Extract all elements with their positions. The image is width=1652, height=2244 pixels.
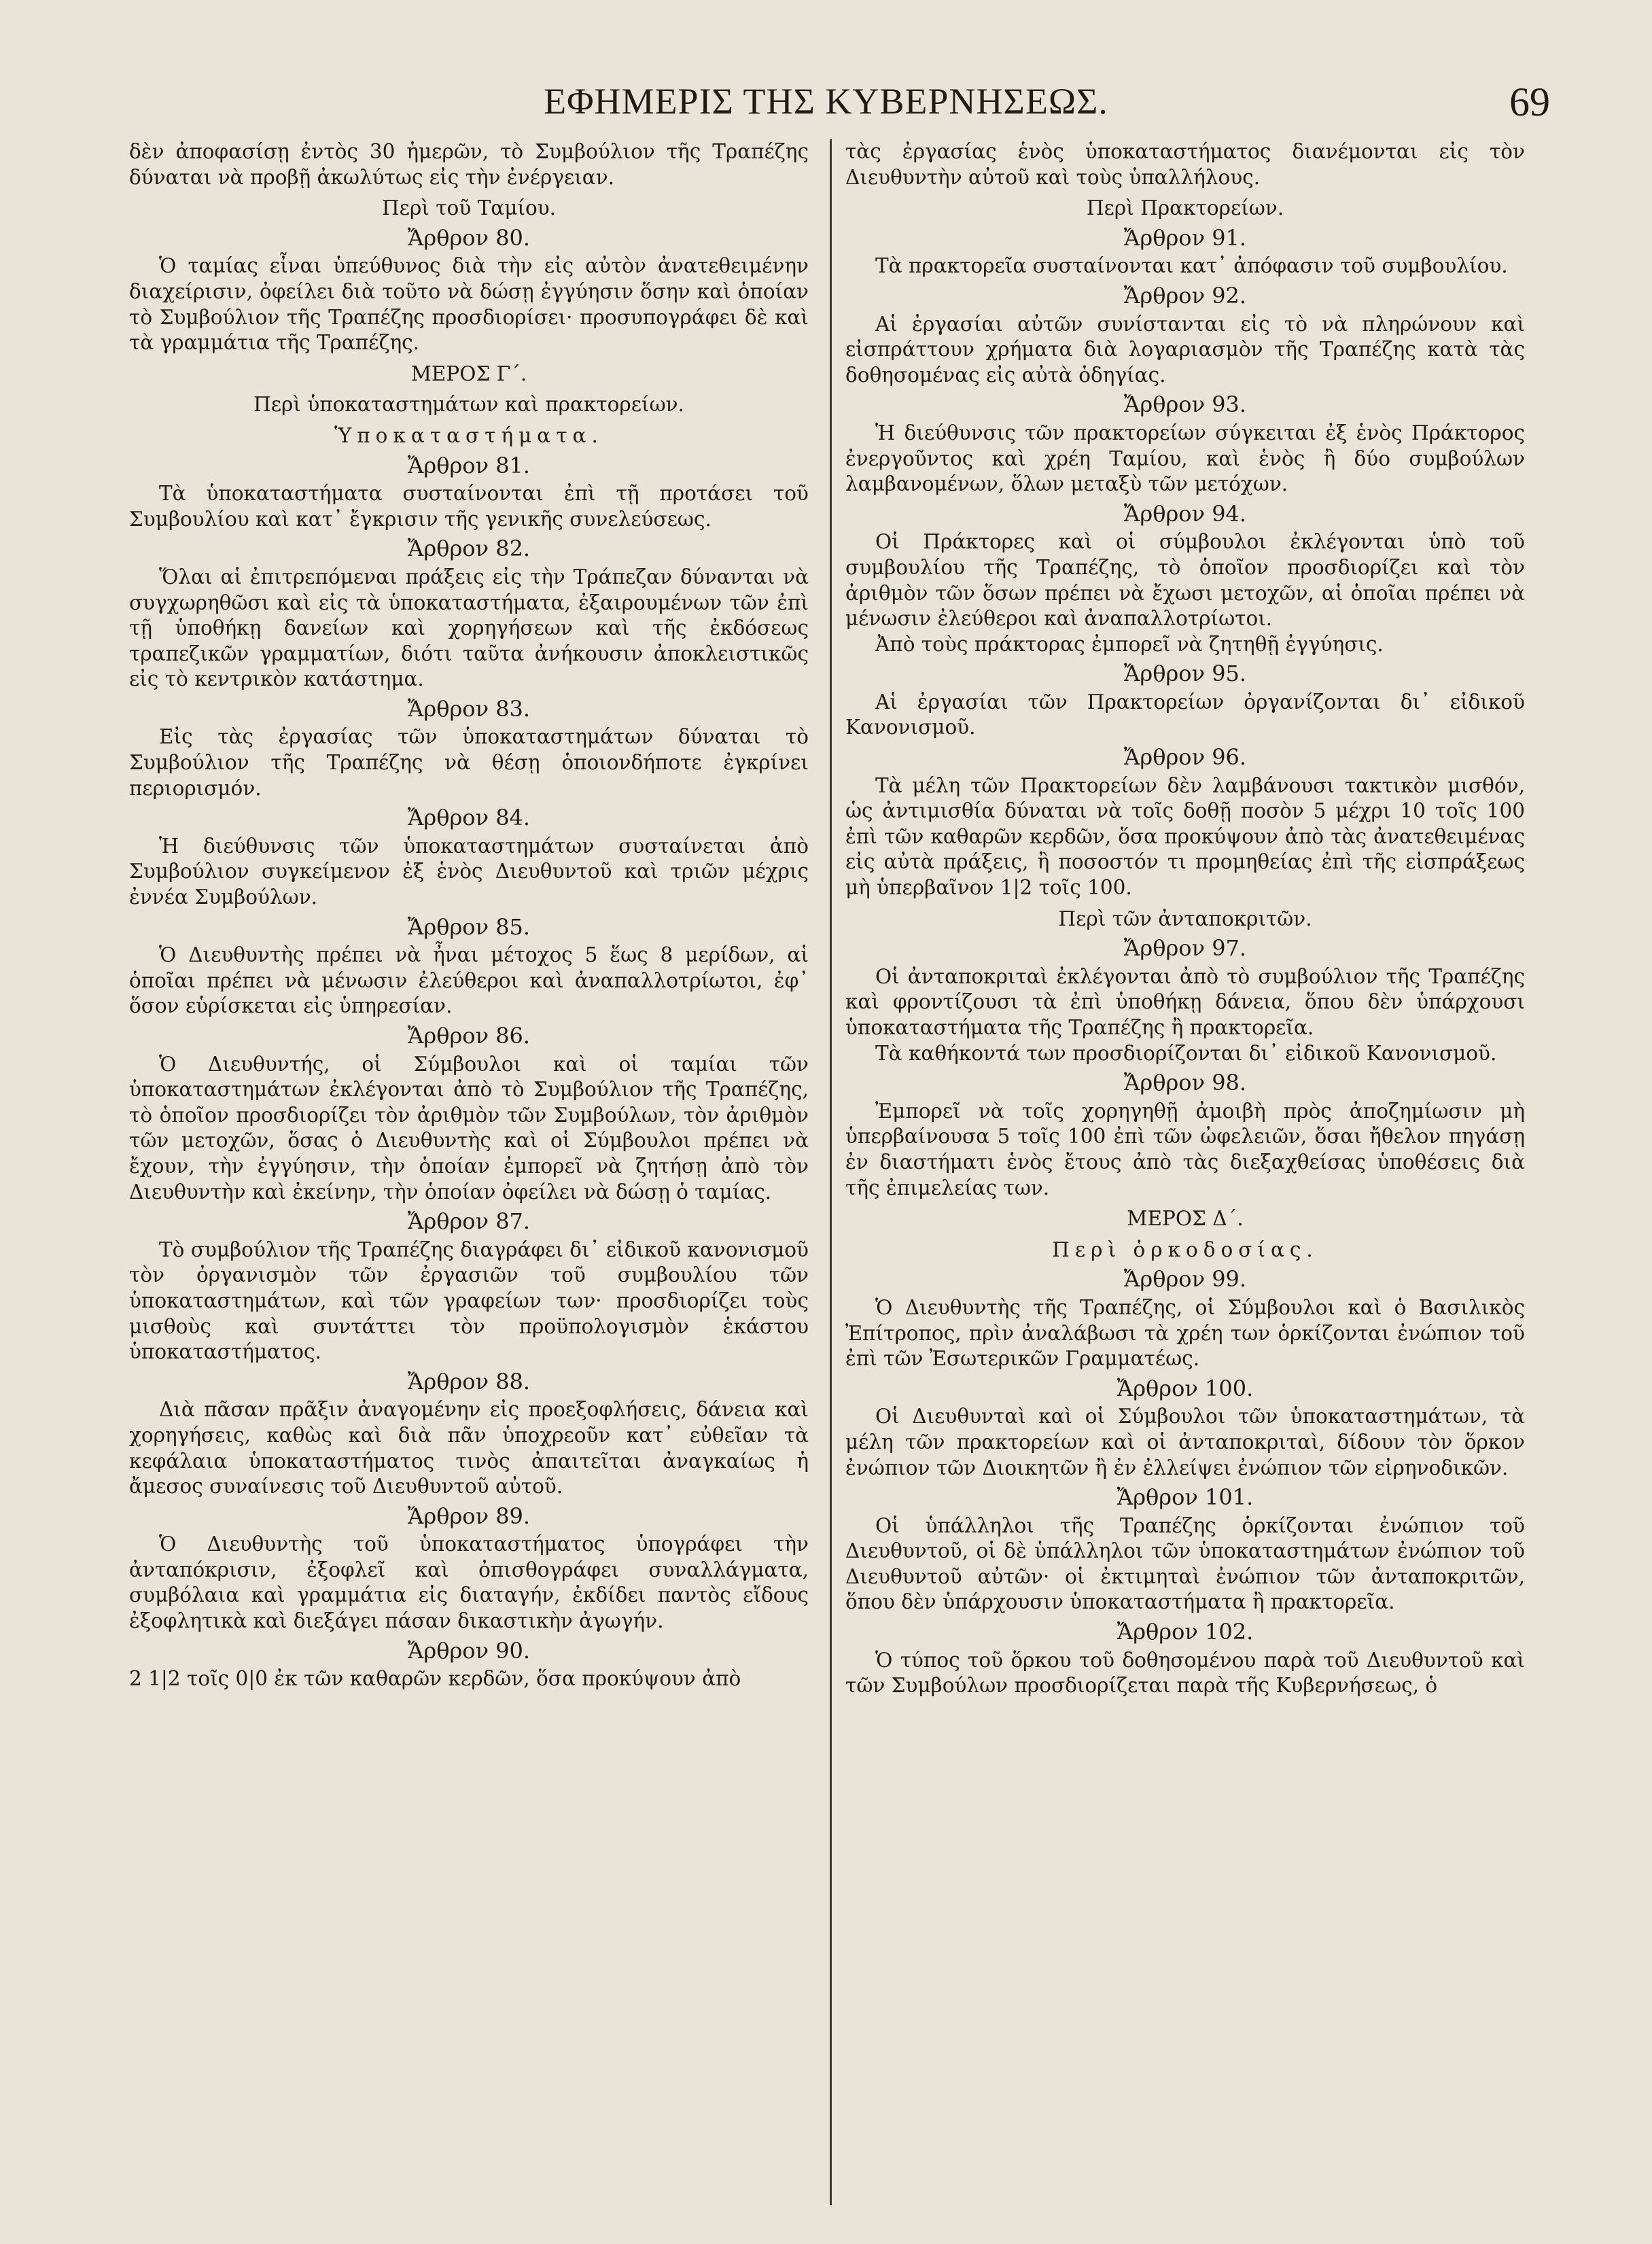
article-heading: Ἄρθρον 93.	[1123, 391, 1247, 418]
paragraph: Ὁ Διευθυντής, οἱ Σύμβουλοι καὶ οἱ ταμίαι τῶν ὑποκαταστημάτων ἐκλέγονται ἀπὸ τὸ Συμβούλιον τῆς Τραπέζης, τὸ ὁποῖον προσδιορίζει τὸν ἀριθμὸν τῶν Συμβούλων, τὸν ἀριθμὸν τῶν μετοχῶν, ὅσας ὁ Διευθυντὴς καὶ οἱ Σύμβουλοι πρέπει νὰ ἔχουν, τὴν ἐγγύησιν, τὴν ὁποίαν ἐμπορεῖ νὰ ζητήσῃ ἀπὸ τὸν Διευθυντὴν καὶ ἐκείνην, τὴν ὁποίαν ὀφείλει νὰ δώσῃ ὁ ταμίας.	[129, 1052, 809, 1204]
column-divider	[830, 139, 832, 2205]
continuation-text: τὰς ἐργασίας ἑνὸς ὑποκαταστήματος διανέμονται εἰς τὸν Διευθυντὴν αὐτοῦ καὶ τοὺς ὑπαλλήλους.	[845, 140, 1525, 189]
paragraph: Αἱ ἐργασίαι αὐτῶν συνίστανται εἰς τὸ νὰ πληρώνουν καὶ εἰσπράττουν χρήματα διὰ λογαριασμὸν τῆς Τραπέζης κατὰ τὰς δοθησομένας εἰς αὐτὰ ὁδηγίας.	[845, 312, 1525, 387]
paragraph: Οἱ Διευθυνταὶ καὶ οἱ Σύμβουλοι τῶν ὑποκαταστημάτων, τὰ μέλη τῶν πρακτορείων καὶ οἱ ἀνταποκριταὶ, δίδουν τὸν ὅρκον ἐνώπιον τῶν Διοικητῶν ἢ ἐν ἐλλείψει ἐνώπιον τῶν εἰρηνοδικῶν.	[845, 1405, 1525, 1479]
article-heading: Ἄρθρον 87.	[407, 1208, 531, 1235]
article-heading: Ἄρθρον 102.	[1117, 1619, 1254, 1645]
section-heading: Περὶ ὑποκαταστημάτων καὶ πρακτορείων.	[253, 393, 684, 417]
paragraph: Ἡ διεύθυνσις τῶν ὑποκαταστημάτων συσταίνεται ἀπὸ Συμβούλιον συγκείμενον ἐξ ἑνὸς Διευθυντοῦ καὶ τριῶν μέχρις ἐννέα Συμβούλων.	[129, 834, 809, 909]
paragraph: Ὁ Διευθυντὴς πρέπει νὰ ἦναι μέτοχος 5 ἕως 8 μερίδων, αἱ ὁποῖαι πρέπει νὰ μένωσιν ἐλεύθεροι καὶ ἀναπαλλοτρίωτοι, ἐφ᾽ ὅσον εὑρίσκεται εἰς ὑπηρεσίαν.	[129, 943, 809, 1018]
paragraph: Ὁ Διευθυντὴς τοῦ ὑποκαταστήματος ὑπογράφει τὴν ἀνταπόκρισιν, ἐξοφλεῖ καὶ ὀπισθογράφει συναλλάγματα, συμβόλαια καὶ γραμμάτια εἰς διαταγήν, ἐκδίδει παντὸς εἴδους ἐξοφλητικὰ καὶ διεξάγει πάσαν δικαστικὴν ἀγωγήν.	[129, 1532, 809, 1633]
paragraph: Οἱ ὑπάλληλοι τῆς Τραπέζης ὁρκίζονται ἐνώπιον τοῦ Διευθυντοῦ, οἱ δὲ ὑπάλληλοι τῶν ὑποκαταστημάτων ἐνώπιον τοῦ Διευθυντοῦ αὐτῶν· οἱ ἐκτιμηταὶ ἐνώπιον τῶν ἀνταποκριτῶν, ὅπου δὲν ὑπάρχουσιν ὑποκαταστήματα ἢ πρακτορεῖα.	[845, 1513, 1525, 1614]
paragraph: Ὁ ταμίας εἶναι ὑπεύθυνος διὰ τὴν εἰς αὐτὸν ἀνατεθειμένην διαχείρισιν, ὀφείλει διὰ τοῦτο νὰ δώσῃ ἐγγύησιν ὅσην καὶ ὁποίαν τὸ Συμβούλιον τῆς Τραπέζης προσδιορίσει· προσυπογράφει δὲ καὶ τὰ γραμμάτια τῆς Τραπέζης.	[129, 254, 809, 355]
paragraph: Ἀπὸ τοὺς πράκτορας ἐμπορεῖ νὰ ζητηθῇ ἐγγύησις.	[875, 632, 1384, 656]
paragraph: Τὰ μέλη τῶν Πρακτορείων δὲν λαμβάνουσι τακτικὸν μισθόν, ὡς ἀντιμισθία δύναται νὰ τοῖς δοθῇ ποσὸν 5 μέχρι 10 τοῖς 100 ἐπὶ τῶν καθαρῶν κερδῶν, ὅσα προκύψουν ἀπὸ τὰς ἀνατεθειμένας εἰς αὐτὰ πράξεις, ἢ ποσοστόν τι προμηθείας ἐπὶ τῆς εἰσπράξεως μὴ ὑπερβαῖνον 1|2 τοῖς 100.	[845, 773, 1525, 900]
paragraph: Ὁ Διευθυντὴς τῆς Τραπέζης, οἱ Σύμβουλοι καὶ ὁ Βασιλικὸς Ἐπίτροπος, πρὶν ἀναλάβωσι τὰ χρέη των ὁρκίζονται ἐνώπιον τοῦ ἐπὶ τῶν Ἐσωτερικῶν Γραμματέως.	[845, 1295, 1525, 1371]
article-heading: Ἄρθρον 98.	[1123, 1070, 1247, 1096]
article-heading: Ἄρθρον 92.	[1123, 282, 1247, 309]
section-heading: ΜΕΡΟΣ Γ΄.	[410, 362, 527, 385]
article-heading: Ἄρθρον 80.	[407, 224, 531, 251]
article-heading: Ἄρθρον 95.	[1123, 661, 1247, 687]
paragraph: Ὅλαι αἱ ἐπιτρεπόμεναι πράξεις εἰς τὴν Τράπεζαν δύνανται νὰ συγχωρηθῶσι καὶ εἰς τὰ ὑποκαταστήματα, ἐξαιρουμένων τῶν ἐπὶ τῇ ὑποθήκῃ δανείων καὶ χορηγήσεων καὶ τῆς ἐκδόσεως τραπεζικῶν γραμματίων, διότι ταῦτα ἀνήκουσιν ἀποκλειστικῶς εἰς τὸ κεντρικὸν κατάστημα.	[129, 565, 809, 691]
article-heading: Ἄρθρον 88.	[407, 1368, 531, 1395]
right-column	[845, 139, 1525, 2205]
subsection-heading: Ὑποκαταστήματα.	[334, 423, 603, 447]
left-column	[129, 139, 809, 2205]
paragraph: Ὁ τύπος τοῦ ὅρκου τοῦ δοθησομένου παρὰ τοῦ Διευθυντοῦ καὶ τῶν Συμβούλων προσδιορίζεται παρὰ τῆς Κυβερνήσεως, ὁ	[845, 1648, 1525, 1698]
section-heading: Περὶ τοῦ Ταμίου.	[381, 196, 557, 220]
paragraph: Διὰ πᾶσαν πρᾶξιν ἀναγομένην εἰς προεξοφλήσεις, δάνεια καὶ χορηγήσεις, καθὼς καὶ διὰ πᾶν ὑποχρεοῦν κατ᾽ εὐθεῖαν τὰ κεφάλαια ὑποκαταστήματος τινὸς ἀπαιτεῖται ἀναγκαίως ἡ ἄμεσος συναίνεσις τοῦ Διευθυντοῦ αὐτοῦ.	[129, 1398, 809, 1498]
article-heading: Ἄρθρον 82.	[407, 536, 531, 562]
gazette-title: ΕΦΗΜΕΡΙΣ ΤΗΣ ΚΥΒΕΡΝΗΣΕΩΣ.	[544, 81, 1108, 122]
paragraph: Εἰς τὰς ἐργασίας τῶν ὑποκαταστημάτων δύναται τὸ Συμβούλιον τῆς Τραπέζης νὰ θέσῃ ὁποιονδήποτε ἐγκρίνει περιορισμόν.	[129, 725, 809, 800]
article-heading: Ἄρθρον 81.	[407, 452, 531, 478]
article-heading: Ἄρθρον 83.	[407, 695, 531, 722]
paragraph: Ἡ διεύθυνσις τῶν πρακτορείων σύγκειται ἐξ ἑνὸς Πράκτορος ἐνεργοῦντος καὶ χρέη Ταμίου, καὶ ἑνὸς ἢ δύο συμβούλων λαμβανομένων, ὅλων μεταξὺ τῶν μετόχων.	[845, 421, 1525, 496]
article-heading: Ἄρθρον 99.	[1123, 1266, 1247, 1293]
article-heading: Ἄρθρον 101.	[1117, 1484, 1254, 1511]
paragraph: Αἱ ἐργασίαι τῶν Πρακτορείων ὀργανίζονται δι᾽ εἰδικοῦ Κανονισμοῦ.	[845, 690, 1525, 739]
paragraph: Τὰ καθήκοντά των προσδιορίζονται δι᾽ εἰδικοῦ Κανονισμοῦ.	[875, 1041, 1497, 1065]
continuation-text: δὲν ἀποφασίσῃ ἐντὸς 30 ἡμερῶν, τὸ Συμβούλιον τῆς Τραπέζης δύναται νὰ προβῇ ἀκωλύτως εἰς τὴν ἐνέργειαν.	[129, 140, 809, 189]
article-heading: Ἄρθρον 89.	[407, 1503, 531, 1529]
page-header	[102, 80, 1550, 135]
article-heading: Ἄρθρον 90.	[407, 1637, 531, 1664]
paragraph: Ἐμπορεῖ νὰ τοῖς χορηγηθῇ ἀμοιβὴ πρὸς ἀποζημίωσιν μὴ ὑπερβαίνουσα 5 τοῖς 100 ἐπὶ τῶν ὠφελειῶν, ὅσαι ἤθελον πηγάσῃ ἐν διαστήματι ἑνὸς ἔτους ἀπὸ τὰς διεξαχθείσας ὑποθέσεις διὰ τῆς ἐπιμελείας των.	[845, 1099, 1525, 1199]
article-heading: Ἄρθρον 84.	[407, 805, 531, 831]
article-heading: Ἄρθρον 100.	[1117, 1375, 1254, 1401]
page-number: 69	[1509, 80, 1550, 124]
paragraph: Τὰ ὑποκαταστήματα συσταίνονται ἐπὶ τῇ προτάσει τοῦ Συμβουλίου καὶ κατ᾽ ἔγκρισιν τῆς γενικῆς συνελεύσεως.	[129, 482, 809, 531]
section-heading: Περὶ Πρακτορείων.	[1086, 196, 1284, 220]
section-heading: ΜΕΡΟΣ Δ΄.	[1127, 1207, 1244, 1231]
article-heading: Ἄρθρον 91.	[1123, 224, 1247, 251]
article-heading: Ἄρθρον 94.	[1123, 500, 1247, 527]
article-heading: Ἄρθρον 85.	[407, 913, 531, 940]
continuation-text: 2 1|2 τοῖς 0|0 ἐκ τῶν καθαρῶν κερδῶν, ὅσα προκύψουν ἀπὸ	[129, 1667, 741, 1691]
paragraph: Τὸ συμβούλιον τῆς Τραπέζης διαγράφει δι᾽ εἰδικοῦ κανονισμοῦ τὸν ὀργανισμὸν τῶν ἐργασιῶν τοῦ συμβουλίου τῶν ὑποκαταστημάτων, καὶ τῶν γραφείων των· προσδιορίζει τοὺς μισθοὺς καὶ συντάττει τὸν προϋπολογισμὸν ἑκάστου ὑποκαταστήματος.	[129, 1238, 809, 1364]
paragraph: Τὰ πρακτορεῖα συσταίνονται κατ᾽ ἀπόφασιν τοῦ συμβουλίου.	[875, 254, 1508, 278]
subsection-heading: Περὶ ὁρκοδοσίας.	[1052, 1238, 1318, 1261]
paragraph: Οἱ ἀνταποκριταὶ ἐκλέγονται ἀπὸ τὸ συμβούλιον τῆς Τραπέζης καὶ φροντίζουσι τὰ ἐπὶ ὑποθήκῃ δάνεια, ὅπου δὲν ὑπάρχουσι ὑποκαταστήματα τῆς Τραπέζης ἢ πρακτορεῖα.	[845, 964, 1525, 1039]
section-heading: Περὶ τῶν ἀνταποκριτῶν.	[1058, 907, 1312, 930]
article-heading: Ἄρθρον 97.	[1123, 935, 1247, 962]
article-heading: Ἄρθρον 96.	[1123, 744, 1247, 771]
article-heading: Ἄρθρον 86.	[407, 1023, 531, 1049]
paragraph: Οἱ Πράκτορες καὶ οἱ σύμβουλοι ἐκλέγονται ὑπὸ τοῦ συμβουλίου τῆς Τραπέζης, τὸ ὁποῖον προσδιορίζει καὶ τὸν ἀριθμὸν τῶν ὅσων πρέπει νὰ ἔχωσι μετοχῶν, αἱ ὁποῖαι πρέπει νὰ μένωσιν ἐλεύθεροι καὶ ἀναπαλλοτρίωτοι.	[845, 530, 1525, 631]
